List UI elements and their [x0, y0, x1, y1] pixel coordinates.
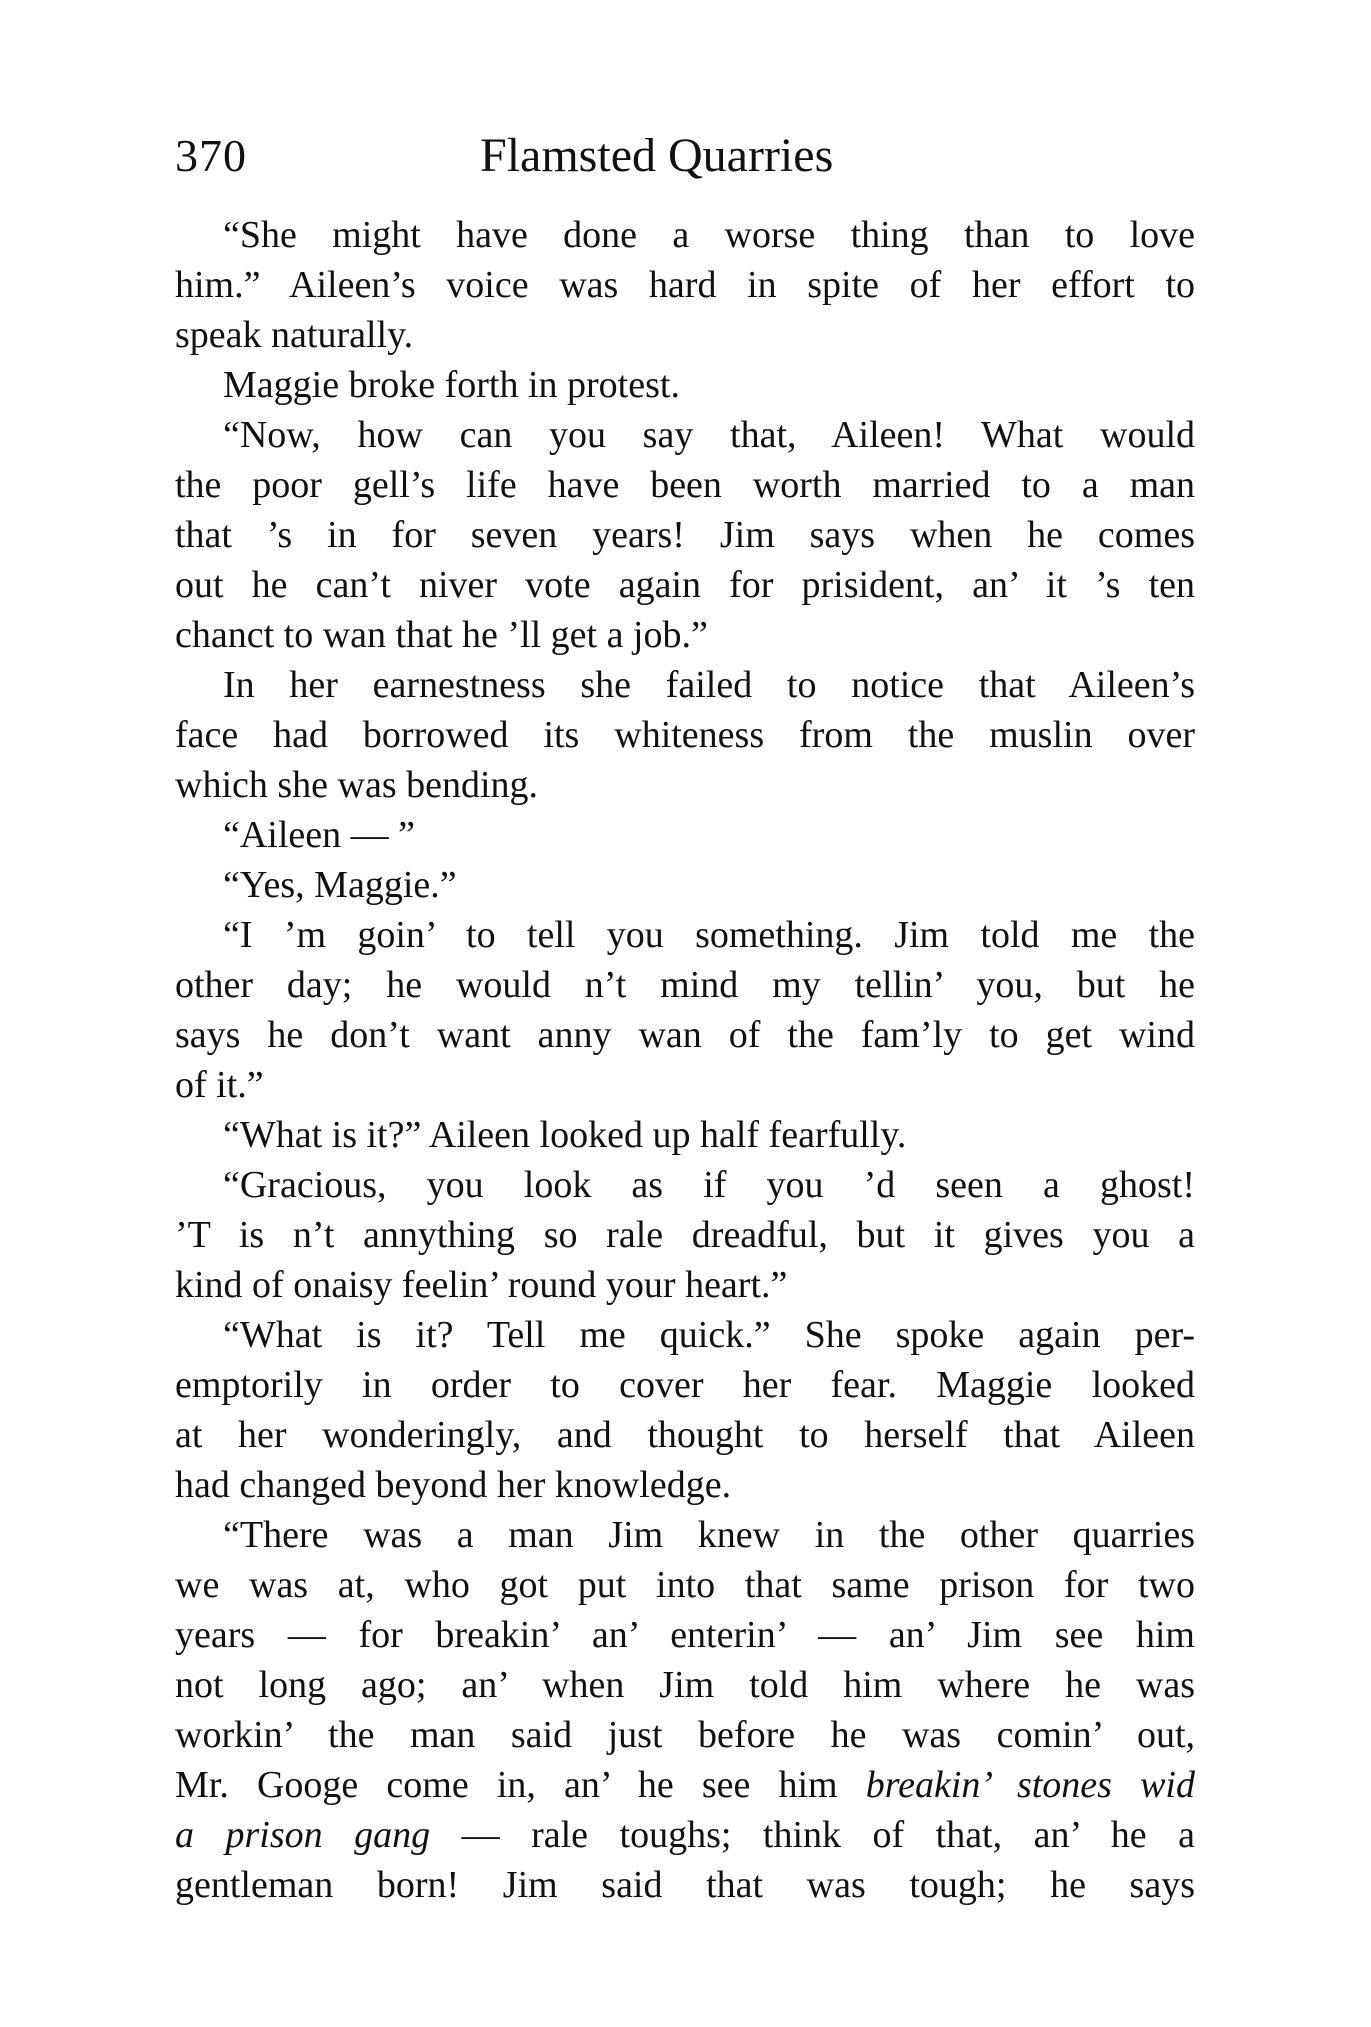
text-line-with-italic	[175, 1760, 1195, 1810]
text-line: says he don’t want anny wan of the fam’ly to get wind	[175, 1014, 1195, 1056]
text-line: emptorily in order to cover her fear. Maggie looked	[175, 1364, 1195, 1406]
text-line: “There was a man Jim knew in the other quarries	[223, 1514, 1195, 1556]
text-line: out he can’t niver vote again for prisident, an’ it ’s ten	[175, 564, 1195, 606]
text-line: not long ago; an’ when Jim told him where he was	[175, 1664, 1195, 1706]
text-line-with-italic	[175, 1810, 1195, 1860]
text-run: Mr. Googe come in, an’ he see him	[175, 1764, 866, 1806]
body-text	[175, 210, 1195, 1910]
text-line: “Now, how can you say that, Aileen! What would	[223, 414, 1195, 456]
text-line: “What is it? Tell me quick.” She spoke again per-	[223, 1314, 1195, 1356]
text-line: workin’ the man said just before he was comin’ out,	[175, 1714, 1195, 1756]
text-line: we was at, who got put into that same prison for two	[175, 1564, 1195, 1606]
italic-run: breakin’ stones wid	[865, 1764, 1195, 1806]
text-line: Maggie broke forth in protest.	[223, 364, 680, 406]
italic-run: a prison gang	[175, 1814, 431, 1856]
text-line: “She might have done a worse thing than to love	[223, 214, 1195, 256]
text-run: — rale toughs; think of that, an’ he a	[430, 1814, 1195, 1856]
text-line: “What is it?” Aileen looked up half fearfully.	[223, 1114, 907, 1156]
text-line: of it.”	[175, 1064, 264, 1106]
text-line: that ’s in for seven years! Jim says when he comes	[175, 514, 1195, 556]
text-line: ’T is n’t annything so rale dreadful, but it gives you a	[175, 1214, 1195, 1256]
text-line: face had borrowed its whiteness from the muslin over	[175, 714, 1195, 756]
running-head	[175, 126, 1195, 196]
text-line: which she was bending.	[175, 764, 539, 806]
text-line: “Gracious, you look as if you ’d seen a ghost!	[223, 1164, 1195, 1206]
text-line: “I ’m goin’ to tell you something. Jim told me the	[223, 914, 1195, 956]
text-line: “Yes, Maggie.”	[223, 864, 457, 906]
text-line: him.” Aileen’s voice was hard in spite of her effort to	[175, 264, 1195, 306]
text-line: In her earnestness she failed to notice that Aileen’s	[223, 664, 1195, 706]
text-line: chanct to wan that he ’ll get a job.”	[175, 614, 708, 656]
text-line: “Aileen — ”	[223, 814, 416, 856]
text-line: gentleman born! Jim said that was tough; he says	[175, 1864, 1195, 1906]
text-line: at her wonderingly, and thought to herself that Aileen	[175, 1414, 1195, 1456]
text-line: speak naturally.	[175, 314, 414, 356]
page-number: 370	[175, 130, 247, 181]
running-title: Flamsted Quarries	[480, 129, 834, 182]
text-line: other day; he would n’t mind my tellin’ you, but he	[175, 964, 1195, 1006]
text-line: years — for breakin’ an’ enterin’ — an’ Jim see him	[175, 1614, 1195, 1656]
text-line: the poor gell’s life have been worth married to a man	[175, 464, 1195, 506]
text-line: kind of onaisy feelin’ round your heart.”	[175, 1264, 788, 1306]
text-line: had changed beyond her knowledge.	[175, 1464, 732, 1506]
